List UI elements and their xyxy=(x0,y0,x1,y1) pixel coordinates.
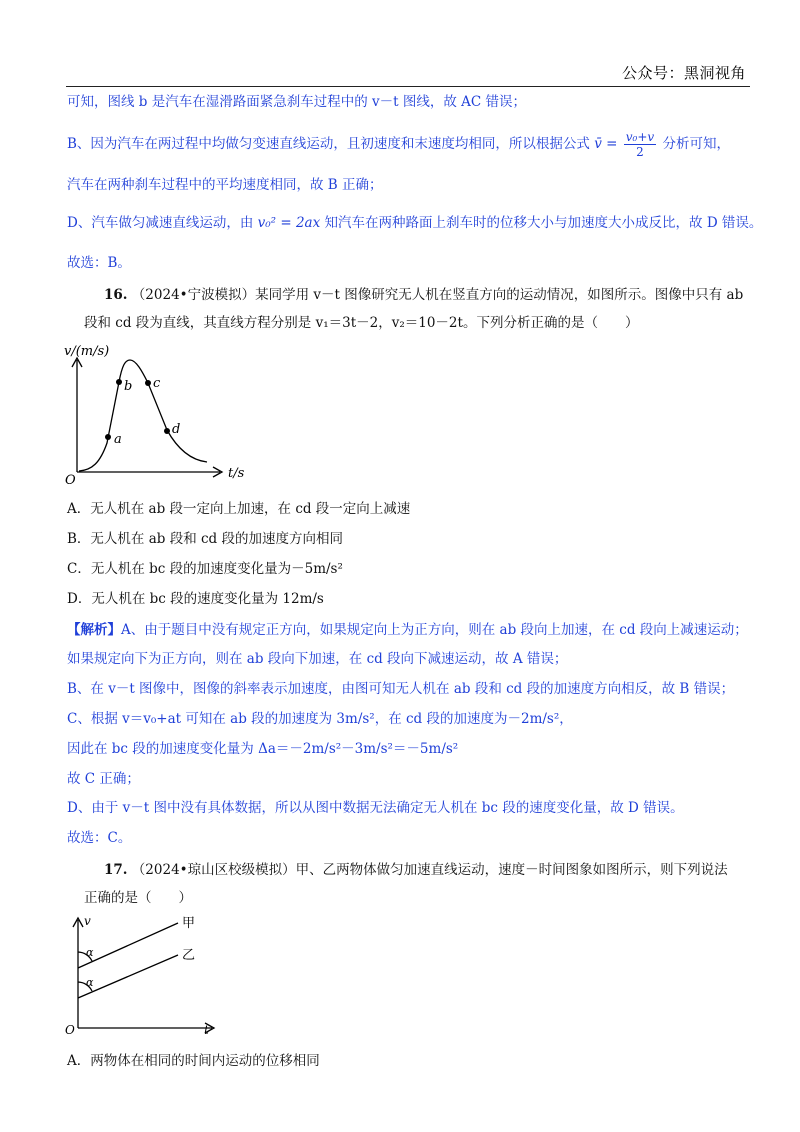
q16-vt-graph xyxy=(62,338,262,488)
q16-number: 16. xyxy=(104,287,128,303)
q16-label-c: c xyxy=(153,376,161,391)
q16-analysis-line-5: 因此在 bc 段的加速度变化量为 Δa＝－2m/s²－3m/s²＝－5m/s² xyxy=(67,741,459,757)
q16-option-c: C．无人机在 bc 段的加速度变化量为－5m/s² xyxy=(67,561,343,577)
q16-label-b: b xyxy=(124,379,133,394)
q16-x-label: t/s xyxy=(228,466,245,481)
brand-watermark: 公众号：黑洞视角 xyxy=(622,64,747,82)
q16-analysis-line-4: C、根据 v＝v₀+at 可知在 ab 段的加速度为 3m/s²，在 cd 段的加速度为－2m/s²， xyxy=(67,711,573,727)
header-rule xyxy=(66,86,750,87)
q17-stem-line-2: 正确的是（ ） xyxy=(84,890,192,906)
prev-answer-d-post: 知汽车在两种路面上刹车时的位移大小与加速度大小成反比，故 D 错误。 xyxy=(324,215,763,231)
q17-stem-text-1: （2024•琼山区校级模拟）甲、乙两物体做匀加速直线运动，速度－时间图象如图所示，则下列说法 xyxy=(131,862,728,878)
q16-option-a: A．无人机在 ab 段一定向上加速，在 cd 段一定向上减速 xyxy=(67,501,411,517)
q17-origin-label: O xyxy=(65,1023,75,1037)
prev-answer-b-post: 分析可知， xyxy=(662,136,730,152)
q16-option-d: D．无人机在 bc 段的速度变化量为 12m/s xyxy=(67,591,324,607)
q17-vt-graph xyxy=(62,910,232,1040)
q16-stem-line-2: 段和 cd 段为直线，其直线方程分别是 v₁＝3t－2，v₂＝10－2t。下列分析正确的是（ ） xyxy=(84,315,639,331)
q17-angle-label-2: α xyxy=(86,976,94,989)
kinematic-formula: v₀² = 2ax xyxy=(257,215,321,231)
q16-option-b: B．无人机在 ab 段和 cd 段的加速度方向相同 xyxy=(67,531,343,547)
prev-answer-d-text: D、汽车做匀减速直线运动，由 xyxy=(67,215,254,231)
prev-answer-line-1: 可知，图线 b 是汽车在湿滑路面紧急刹车过程中的 v－t 图线，故 AC 错误； xyxy=(67,94,527,110)
q16-analysis-line-3: B、在 v－t 图像中，图像的斜率表示加速度，由图可知无人机在 ab 段和 cd 段的加速度方向相反，故 B 错误； xyxy=(67,681,735,697)
q17-label-jia: 甲 xyxy=(182,916,196,931)
avg-velocity-symbol: v̄ = xyxy=(594,136,618,152)
q17-stem-line-1 xyxy=(104,861,728,879)
q17-option-a: A．两物体在相同的时间内运动的位移相同 xyxy=(67,1053,320,1069)
q16-velocity-curve xyxy=(79,360,207,471)
q16-analysis-text-1: A、由于题目中没有规定正方向，如果规定向上为正方向，则在 ab 段向上加速，在 cd 段向上减速运动； xyxy=(121,622,748,638)
q16-choice: 故选：C。 xyxy=(67,830,132,846)
fraction-numerator: v₀+v xyxy=(625,130,655,144)
prev-answer-line-b2: 汽车在两种刹车过程中的平均速度相同，故 B 正确； xyxy=(67,177,383,193)
q16-label-a: a xyxy=(114,432,122,447)
prev-answer-b-text: B、因为汽车在两过程中均做匀变速直线运动，且初速度和末速度均相同，所以根据公式 xyxy=(67,136,590,152)
q16-stem-text-1: （2024•宁波模拟）某同学用 v－t 图像研究无人机在竖直方向的运动情况，如图所示。图像中只有 ab xyxy=(131,287,744,303)
avg-velocity-fraction xyxy=(624,130,656,159)
q16-label-d: d xyxy=(172,422,181,437)
q16-point-b xyxy=(116,379,122,385)
q16-analysis-line-6: 故 C 正确； xyxy=(67,771,140,787)
prev-answer-choice: 故选：B。 xyxy=(67,255,131,271)
q16-stem-line-1 xyxy=(104,286,743,304)
q16-point-d xyxy=(164,428,170,434)
q17-x-label: t xyxy=(204,1023,209,1037)
prev-answer-line-d xyxy=(67,214,762,232)
q16-y-label: v/(m/s) xyxy=(64,344,110,359)
q16-analysis-line-1 xyxy=(67,621,748,639)
q16-point-c xyxy=(145,380,151,386)
q16-analysis-line-2: 如果规定向下为正方向，则在 ab 段向下加速，在 cd 段向下减速运动，故 A 错误； xyxy=(67,651,568,667)
q17-y-label: v xyxy=(84,914,91,928)
prev-answer-line-b xyxy=(67,130,730,159)
q16-analysis-tag: 【解析】 xyxy=(67,622,121,638)
q17-angle-label-1: α xyxy=(86,946,94,959)
fraction-denominator: 2 xyxy=(636,145,644,159)
q16-origin-label: O xyxy=(65,473,76,488)
q16-point-a xyxy=(105,434,111,440)
q17-number: 17. xyxy=(104,862,128,878)
q17-label-yi: 乙 xyxy=(182,948,196,963)
q16-analysis-line-7: D、由于 v－t 图中没有具体数据，所以从图中数据无法确定无人机在 bc 段的速度变化量，故 D 错误。 xyxy=(67,800,684,816)
